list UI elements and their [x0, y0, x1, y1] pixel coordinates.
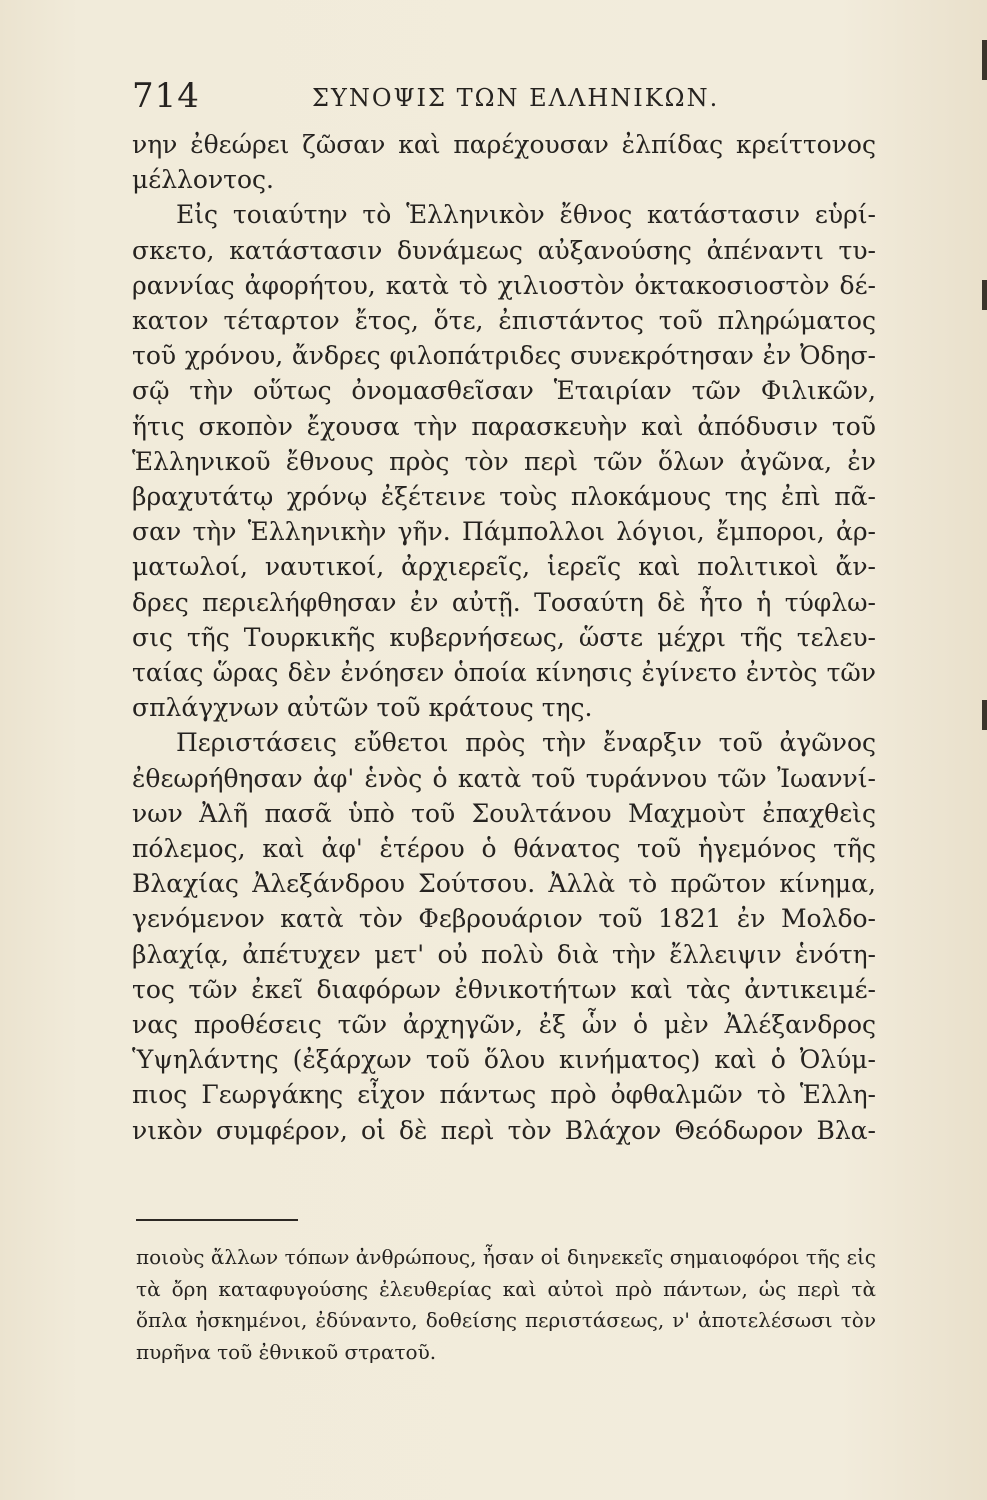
text-line: νικὸν συμφέρον, οἱ δὲ περὶ τὸν Βλάχον Θεόδωρον Βλα- — [132, 1115, 876, 1145]
footnote-line: ὅπλα ἠσκημένοι, ἐδύναντο, δοθείσης περιστάσεως, ν' ἀποτελέσωσι τὸν — [136, 1308, 876, 1332]
page-header — [132, 76, 872, 120]
running-title: ΣΥΝΟΨΙΣ ΤΩΝ ΕΛΛΗΝΙΚΩΝ. — [312, 84, 720, 112]
text-line: σπλάγχνων αὐτῶν τοῦ κράτους της. — [132, 693, 593, 723]
text-line: Ὑψηλάντης (ἐξάρχων τοῦ ὅλου κινήματος) καὶ ὁ Ὀλύμ- — [132, 1045, 876, 1075]
text-line: τοῦ χρόνου, ἄνδρες φιλοπάτριδες συνεκρότησαν ἐν Ὀδησ- — [132, 341, 876, 371]
text-line: νας προθέσεις τῶν ἀρχηγῶν, ἐξ ὧν ὁ μὲν Ἀλέξανδρος — [132, 1010, 876, 1040]
text-line: πόλεμος, καὶ ἀφ' ἑτέρου ὁ θάνατος τοῦ ἡγεμόνος τῆς — [132, 834, 876, 864]
text-line: μέλλοντος. — [132, 165, 274, 195]
text-line: Εἰς τοιαύτην τὸ Ἑλληνικὸν ἔθνος κατάστασιν εὑρί- — [176, 200, 876, 230]
text-line: ματωλοί, ναυτικοί, ἀρχιερεῖς, ἱερεῖς καὶ πολιτικοὶ ἄν- — [132, 552, 876, 582]
body-text — [132, 127, 876, 1148]
page-number: 714 — [132, 76, 200, 116]
text-line: κατον τέταρτον ἔτος, ὅτε, ἐπιστάντος τοῦ πληρώματος — [132, 306, 876, 336]
text-line: ραννίας ἀφορήτου, κατὰ τὸ χιλιοστὸν ὀκτακοσιοστὸν δέ- — [132, 270, 876, 300]
text-line: ταίας ὥρας δὲν ἐνόησεν ὁποία κίνησις ἐγίνετο ἐντὸς τῶν — [132, 658, 876, 688]
footnote-line: τὰ ὄρη καταφυγούσης ἐλευθερίας καὶ αὐτοὶ πρὸ πάντων, ὡς περὶ τὰ — [136, 1276, 876, 1301]
text-line: Περιστάσεις εὔθετοι πρὸς τὴν ἔναρξιν τοῦ ἀγῶνος — [176, 728, 876, 758]
text-line: πιος Γεωργάκης εἶχον πάντως πρὸ ὀφθαλμῶν τὸ Ἑλλη- — [132, 1080, 876, 1110]
text-line: γενόμενον κατὰ τὸν Φεβρουάριον τοῦ 1821 ἐν Μολδο- — [132, 904, 876, 934]
page-edge-mark — [982, 280, 987, 310]
footnote-divider — [136, 1219, 298, 1221]
page-edge-mark — [982, 40, 987, 80]
footnote-line: πυρῆνα τοῦ ἐθνικοῦ στρατοῦ. — [136, 1339, 437, 1364]
footnote-block — [136, 1242, 876, 1368]
text-line: νην ἐθεώρει ζῶσαν καὶ παρέχουσαν ἐλπίδας κρείττονος — [132, 130, 876, 159]
text-line: σις τῆς Τουρκικῆς κυβερνήσεως, ὥστε μέχρι τῆς τελευ- — [132, 622, 876, 652]
footnote-line: ποιοὺς ἄλλων τόπων ἀνθρώπους, ἦσαν οἱ διηνεκεῖς σημαιοφόροι τῆς εἰς — [136, 1245, 876, 1269]
text-line: βραχυτάτῳ χρόνῳ ἐξέτεινε τοὺς πλοκάμους της ἐπὶ πᾶ- — [132, 482, 876, 512]
text-line: ἐθεωρήθησαν ἀφ' ἑνὸς ὁ κατὰ τοῦ τυράννου τῶν Ἰωαννί- — [132, 763, 876, 793]
text-line: σκετο, κατάστασιν δυνάμεως αὐξανούσης ἀπέναντι τυ- — [132, 235, 876, 265]
text-line: νων Ἀλῆ πασᾶ ὑπὸ τοῦ Σουλτάνου Μαχμοὺτ ἐπαχθεὶς — [132, 798, 876, 828]
text-line: σαν τὴν Ἑλληνικὴν γῆν. Πάμπολλοι λόγιοι, ἔμποροι, ἀρ- — [132, 517, 876, 547]
text-line: δρες περιελήφθησαν ἐν αὐτῇ. Τοσαύτη δὲ ἦτο ἡ τύφλω- — [132, 587, 876, 617]
text-line: τος τῶν ἐκεῖ διαφόρων ἐθνικοτήτων καὶ τὰς ἀντικειμέ- — [132, 974, 876, 1004]
text-line: ἥτις σκοπὸν ἔχουσα τὴν παρασκευὴν καὶ ἀπόδυσιν τοῦ — [132, 411, 876, 441]
text-line: βλαχίᾳ, ἀπέτυχεν μετ' οὐ πολὺ διὰ τὴν ἔλλειψιν ἑνότη- — [132, 939, 876, 969]
text-line: Ἑλληνικοῦ ἔθνους πρὸς τὸν περὶ τῶν ὅλων ἀγῶνα, ἐν — [132, 446, 876, 476]
text-line: σῷ τὴν οὕτως ὀνομασθεῖσαν Ἑταιρίαν τῶν Φιλικῶν, — [132, 376, 876, 406]
text-line: Βλαχίας Ἀλεξάνδρου Σούτσου. Ἀλλὰ τὸ πρῶτον κίνημα, — [132, 869, 876, 899]
page-edge-mark — [982, 700, 987, 730]
